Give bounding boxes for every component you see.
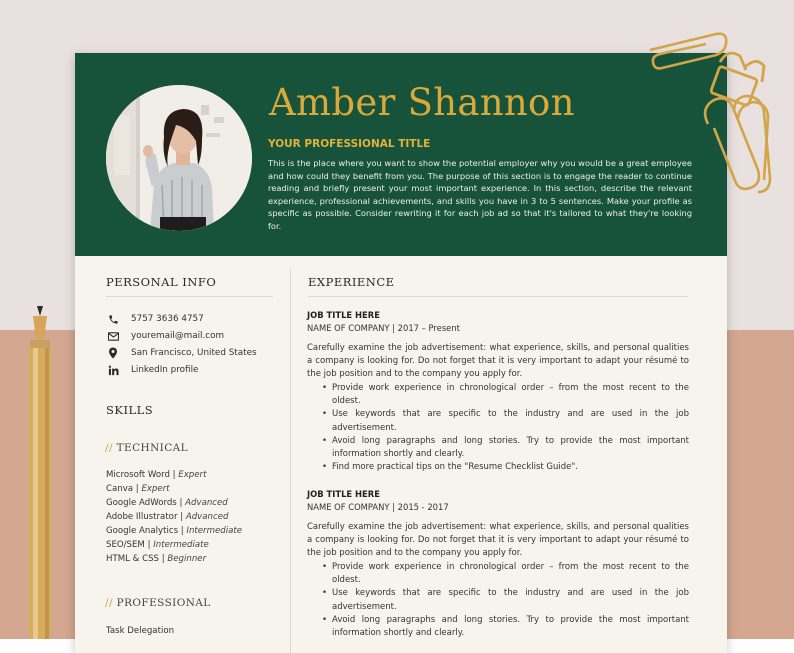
list-item: • Use keywords that are specific to the industry and are used in the job advertisement.: [322, 588, 689, 612]
list-item: • Use keywords that are specific to the industry and are used in the job advertisement.: [322, 409, 689, 433]
profile-photo: [106, 85, 252, 231]
skill-item: Adobe Illustrator | Advanced: [106, 512, 229, 522]
professional-subheading: // PROFESSIONAL: [105, 597, 211, 609]
job-bullets: [322, 561, 689, 640]
contact-linkedin: [107, 364, 198, 376]
location-text: San Francisco, United States: [131, 348, 257, 358]
phone-number: 5757 3636 4757: [131, 314, 204, 324]
skill-item: Microsoft Word | Expert: [106, 470, 207, 480]
job-title: JOB TITLE HERE: [307, 310, 380, 320]
job-description: Carefully examine the job advertisement: what experience, skills, and personal qualities a company is looking for. Do not forget that it is very important to adapt your résumé to the job position and to the company you apply for.: [307, 522, 689, 559]
resume-name: Amber Shannon: [269, 81, 575, 124]
phone-icon: [107, 313, 119, 325]
linkedin-text: LinkedIn profile: [131, 365, 199, 375]
professional-title: YOUR PROFESSIONAL TITLE: [268, 138, 431, 150]
list-item: • Avoid long paragraphs and long stories. Try to provide the most important information shortly and clearly.: [322, 614, 689, 639]
list-item: • Avoid long paragraphs and long stories. Try to provide the most important information shortly and clearly.: [322, 435, 689, 460]
skill-item: Google Analytics | Intermediate: [106, 526, 243, 536]
email-address: youremail@mail.com: [131, 331, 225, 341]
skill-item: Task Delegation: [106, 626, 175, 636]
job-title: JOB TITLE HERE: [307, 489, 380, 499]
skill-item: Canva | Expert: [106, 484, 170, 494]
location-icon: [107, 347, 119, 359]
resume-page: [75, 53, 727, 653]
skill-item: Google AdWords | Advanced: [106, 498, 228, 508]
list-item: • Provide work experience in chronological order – from the most recent to the oldest.: [322, 383, 689, 407]
technical-subheading: // TECHNICAL: [105, 442, 189, 454]
list-item: • Find more practical tips on the "Resume Checklist Guide".: [322, 462, 579, 473]
list-item: • Provide work experience in chronological order – from the most recent to the oldest.: [322, 562, 689, 586]
resume-header: [75, 53, 727, 256]
contact-phone: [107, 313, 204, 325]
personal-info-heading: PERSONAL INFO: [106, 275, 217, 289]
contact-location: [107, 347, 257, 359]
job-company: NAME OF COMPANY | 2017 – Present: [307, 323, 460, 333]
personal-info-rule: [106, 296, 273, 297]
skill-item: SEO/SEM | Intermediate: [106, 540, 209, 550]
column-divider: [290, 268, 291, 653]
job-bullets: [322, 382, 689, 474]
job-company: NAME OF COMPANY | 2015 - 2017: [307, 502, 449, 512]
skills-heading: SKILLS: [106, 403, 154, 417]
job-description: Carefully examine the job advertisement: what experience, skills, and personal qualities a company is looking for. Do not forget that it is very important to adapt your résumé to the job position and to the company you apply for.: [307, 343, 689, 380]
contact-email: [107, 330, 224, 342]
experience-heading: EXPERIENCE: [308, 275, 395, 289]
experience-rule: [308, 296, 688, 297]
profile-summary: This is the place where you want to show the potential employer why you would be a great employee and how could they benefit from you. The purpose of this section is to engage the reader to continue reading and briefly present your most important experience. In this section, describe the relevant experience, professional achievements, and skills you have in 3 to 5 sentences. Make your profile as specific as possible. Consider rewriting it for each job ad so that it's tailored to what they're looking for.: [268, 158, 692, 231]
email-icon: [107, 330, 119, 342]
skill-item: HTML & CSS | Beginner: [106, 554, 207, 564]
linkedin-icon: [107, 364, 119, 376]
